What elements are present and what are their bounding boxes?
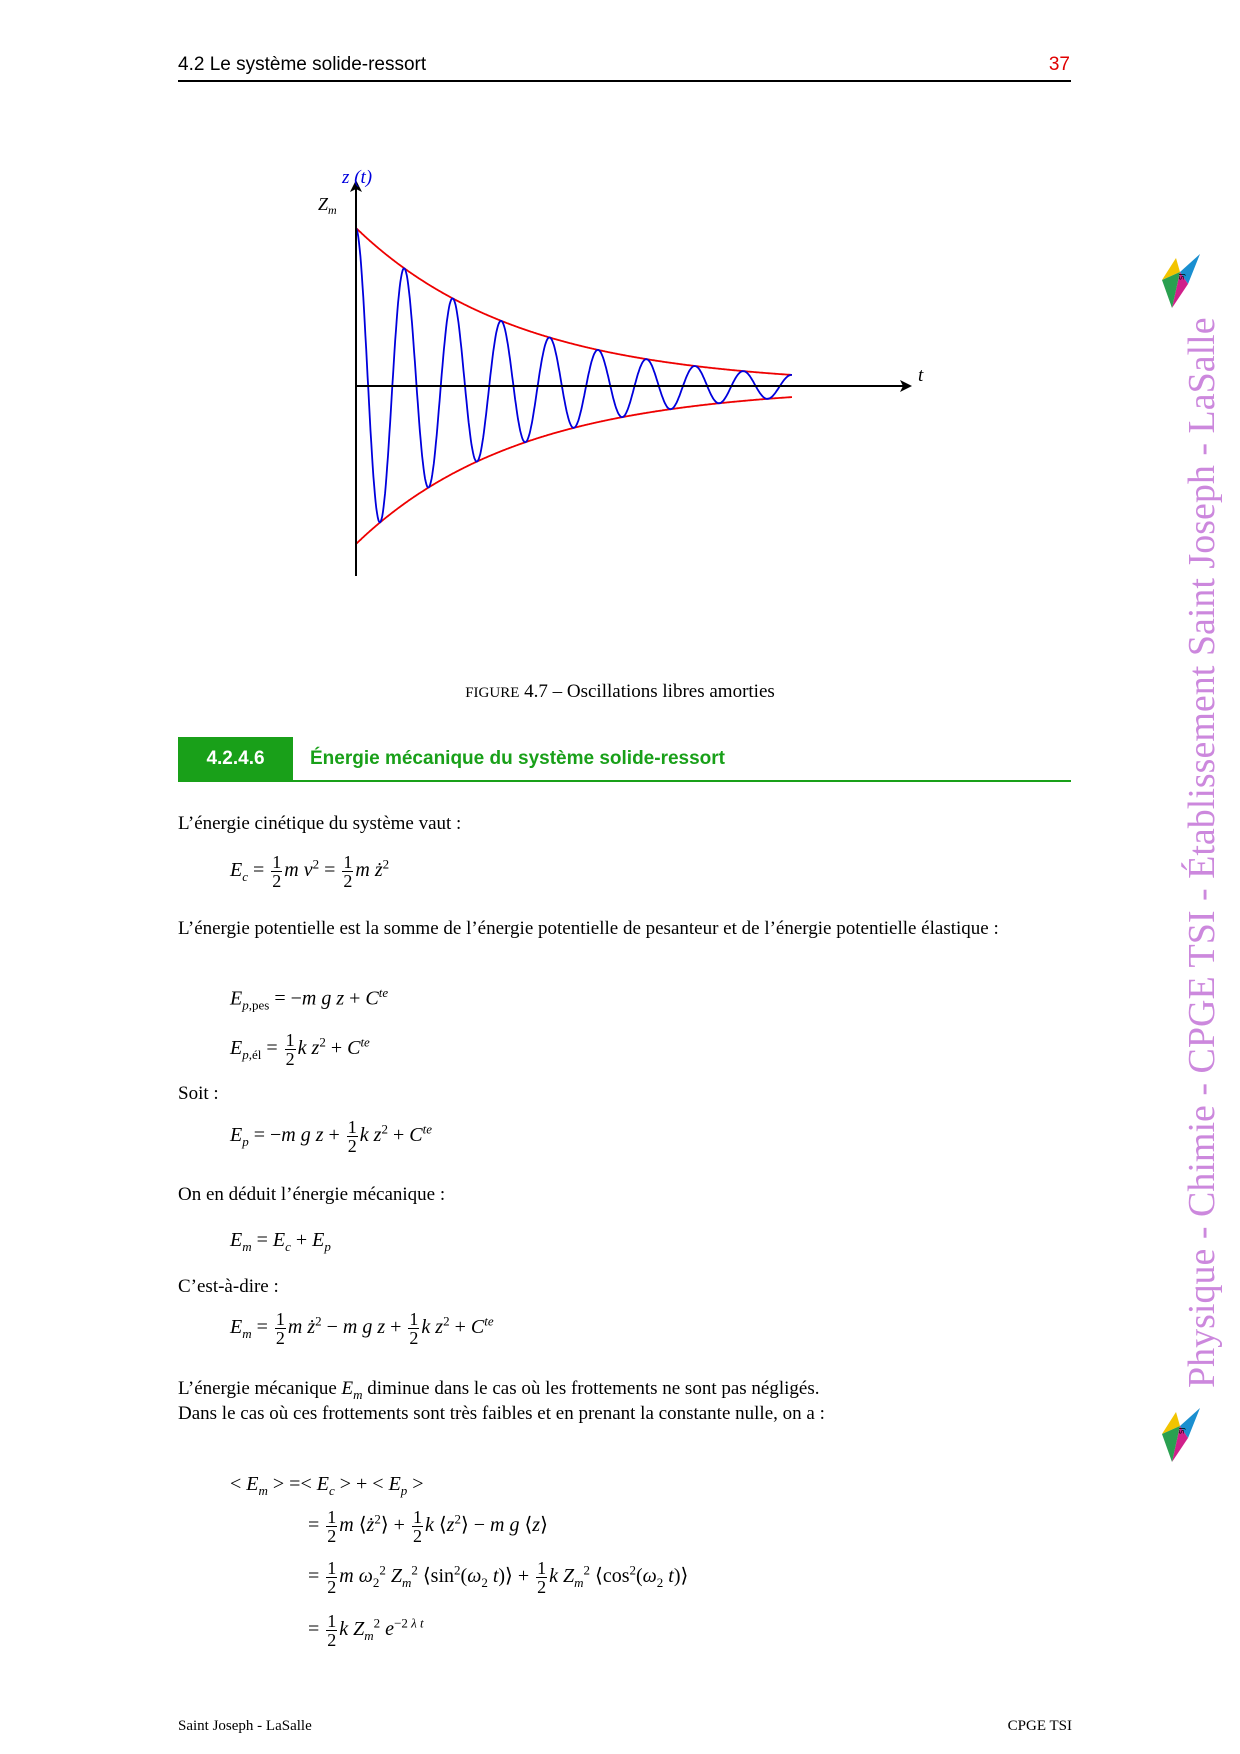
equation-potential-total: $E_p = -m$ g z + $\frac{1}{2}$ k $z^2 + C^{te}$: [230, 1117, 432, 1156]
page-number: 37: [1048, 54, 1070, 75]
x-axis-label: t: [918, 365, 924, 386]
lower-envelope-curve: [356, 397, 792, 544]
paragraph: L’énergie mécanique $E_m$ diminue dans le cas où les frottements ne sont pas négligés.: [178, 1378, 820, 1402]
side-banner: Physique - Chimie - CPGE TSI - Établissement Saint Joseph - LaSalle: [1181, 317, 1223, 1388]
school-logo-icon-bottom: [1158, 1404, 1204, 1466]
equation-mechanical-energy-expanded: $E_m$ = $\frac{1}{2}$ m $ż^2 - m$ g z + $\frac{1}{2}$ k $z^2 + C^{te}$: [230, 1309, 494, 1348]
amplitude-label: $Z_m$: [318, 194, 337, 217]
header-rule: [178, 80, 1071, 82]
damped-oscillation-chart: [320, 158, 940, 578]
equation-potential-gravity: $E_{p,pes} = -m$ g $z + C^{te}$: [230, 985, 389, 1013]
svg-text:SJ: SJ: [1178, 273, 1186, 280]
paragraph: L’énergie cinétique du système vaut :: [178, 813, 462, 834]
equation-mean-energy-1: < $E_m$ > =< $E_c$ > + < $E_p$ >: [230, 1473, 424, 1498]
equation-kinetic-energy: $E_c$ = $\frac{1}{2}$ m $v^2$ = $\frac{1}{2}$ m $ż^2$: [230, 852, 390, 891]
section-number: 4.2.4.6: [178, 737, 293, 780]
paragraph: Soit :: [178, 1083, 219, 1104]
footer-left: Saint Joseph - LaSalle: [178, 1718, 312, 1734]
paragraph: Dans le cas où ces frottements sont très faibles et en prenant la constante nulle, on a :: [178, 1403, 825, 1424]
paragraph: On en déduit l’énergie mécanique :: [178, 1184, 446, 1205]
oscillation-curve: [356, 228, 792, 522]
school-logo-icon: [1158, 250, 1204, 312]
section-rule: [178, 780, 1071, 782]
figure-caption: FIGURE 4.7 – Oscillations libres amorties: [465, 681, 775, 702]
equation-mean-energy-2: = $\frac{1}{2}$ m $⟨ż^2⟩$ + $\frac{1}{2}$ k $⟨z^2⟩ - m$ g ⟨z⟩: [308, 1507, 548, 1546]
paragraph: L’énergie potentielle est la somme de l’énergie potentielle de pesanteur et de l’énergie potentielle élastique :: [178, 918, 999, 939]
section-title: Énergie mécanique du système solide-ressort: [310, 748, 725, 769]
equation-potential-elastic: $E_{p,él}$ = $\frac{1}{2}$ k $z^2 + C^{te}$: [230, 1030, 370, 1069]
equation-mean-energy-3: = $\frac{1}{2}$ m $\omega_2^2$ $Z_m^2$ $⟨\sin^2(\omega_2$ t)⟩ + $\frac{1}{2}$ k $Z_m^2$ $⟨\cos^2(\omega_2$ t)⟩: [308, 1558, 689, 1597]
paragraph: C’est-à-dire :: [178, 1276, 279, 1297]
running-header-title: 4.2 Le système solide-ressort: [178, 54, 427, 75]
equation-mechanical-energy: $E_m = E_c + E_p$: [230, 1229, 331, 1254]
upper-envelope-curve: [356, 228, 792, 375]
footer-right: CPGE TSI: [1007, 1718, 1072, 1734]
equation-mean-energy-4: = $\frac{1}{2}$ k $Z_m^2$ $e^{-2 \lambda t}$: [308, 1611, 424, 1650]
svg-text:SJ: SJ: [1178, 1427, 1186, 1434]
y-axis-label: z (t): [342, 167, 373, 188]
